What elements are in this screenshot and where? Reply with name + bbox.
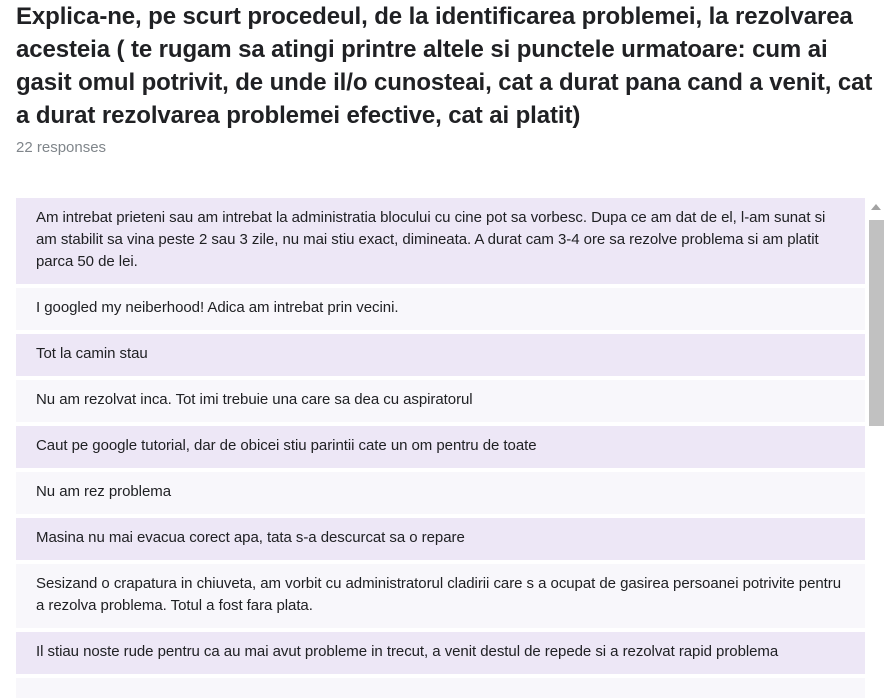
response-item: Masina nu mai evacua corect apa, tata s-a descurcat sa o repare — [16, 518, 865, 560]
response-item: Sesizand o crapatura in chiuveta, am vorbit cu administratorul cladirii care s a ocupat de gasirea persoanei potrivite pentru a rezolva problema. Totul a fost fara plata. — [16, 564, 865, 628]
scroll-up-arrow-icon[interactable] — [871, 204, 881, 210]
response-list[interactable] — [16, 198, 865, 660]
vertical-scrollbar[interactable] — [866, 198, 887, 643]
scrollbar-thumb[interactable] — [869, 220, 884, 426]
response-item: I googled my neiberhood! Adica am intrebat prin vecini. — [16, 288, 865, 330]
response-item: Caut pe google tutorial, dar de obicei stiu parintii cate un om pentru de toate — [16, 426, 865, 468]
response-item: Am intrebat prieteni sau am intrebat la administratia blocului cu cine pot sa vorbesc. Dupa ce am dat de el, l-am sunat si am stabilit sa vina peste 2 sau 3 zile, nu mai stiu exact, dimineata. A durat cam 3-4 ore sa rezolve problema si am platit parca 50 de lei. — [16, 198, 865, 284]
response-item: Nu am rez problema — [16, 472, 865, 514]
response-item — [16, 678, 865, 698]
question-title: Explica-ne, pe scurt procedeul, de la identificarea problemei, la rezolvarea acesteia ( te rugam sa atingi printre altele si punctele urmatoare: cum ai gasit omul potrivit, de unde il/o cunosteai, cat a durat pana cand a venit, cat a durat rezolvarea problemei efective, cat ai platit) — [16, 3, 873, 129]
response-item: Tot la camin stau — [16, 334, 865, 376]
response-item: Il stiau noste rude pentru ca au mai avut probleme in trecut, a venit destul de repede si a rezolvat rapid problema — [16, 632, 865, 674]
response-count: 22 responses — [16, 139, 107, 156]
response-item: Nu am rezolvat inca. Tot imi trebuie una care sa dea cu aspiratorul — [16, 380, 865, 422]
